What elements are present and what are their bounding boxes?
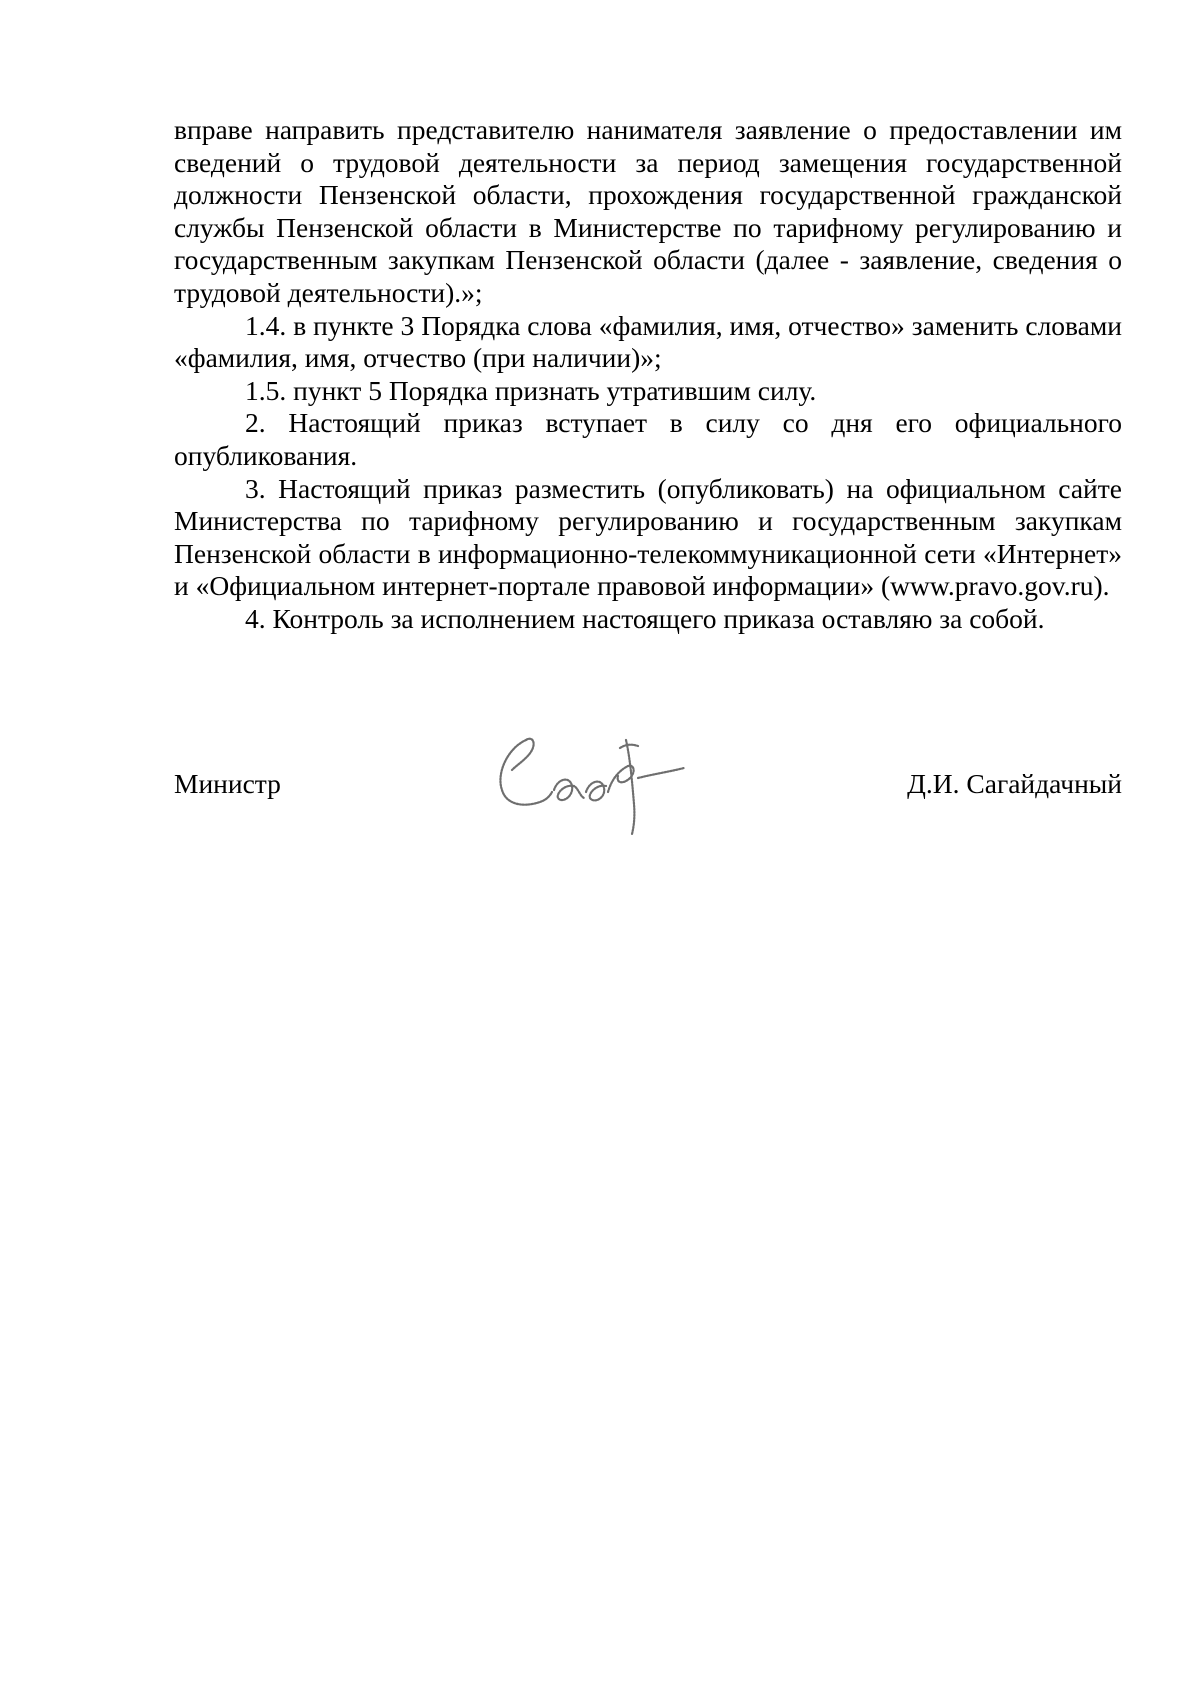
signer-name: Д.И. Сагайдачный xyxy=(907,768,1122,799)
paragraph-item-4: 4. Контроль за исполнением настоящего приказа оставляю за собой. xyxy=(245,602,1045,634)
handwritten-signature-icon xyxy=(488,718,728,838)
paragraph-item-2: 2. Настоящий приказ вступает в силу со дня его официального опубликования. xyxy=(174,407,1122,471)
paragraph-item-3: 3. Настоящий приказ разместить (опубликовать) на официальном сайте Министерства по тарифному регулированию и государственным закупкам Пензенской области в информационно-телекоммуникационной сети «Интернет» и «Официальном интернет-портале правовой информации» (www.pravo.gov.ru). xyxy=(174,472,1122,602)
paragraph-continuation: вправе направить представителю нанимателя заявление о предоставлении им сведений о трудовой деятельности за период замещения государственной должности Пензенской области, прохождения государственной гражданской службы Пензенской области в Министерстве по тарифному регулированию и государственным закупкам Пензенской области (далее - заявление, сведения о трудовой деятельности).»; xyxy=(174,114,1122,308)
document-body xyxy=(174,114,1122,636)
paragraph-item-1-4: 1.4. в пункте 3 Порядка слова «фамилия, имя, отчество» заменить словами «фамилия, имя, отчество (при наличии)»; xyxy=(174,309,1122,374)
signer-position: Министр xyxy=(174,768,281,799)
paragraph-item-1-5: 1.5. пункт 5 Порядка признать утратившим силу. xyxy=(245,374,817,406)
